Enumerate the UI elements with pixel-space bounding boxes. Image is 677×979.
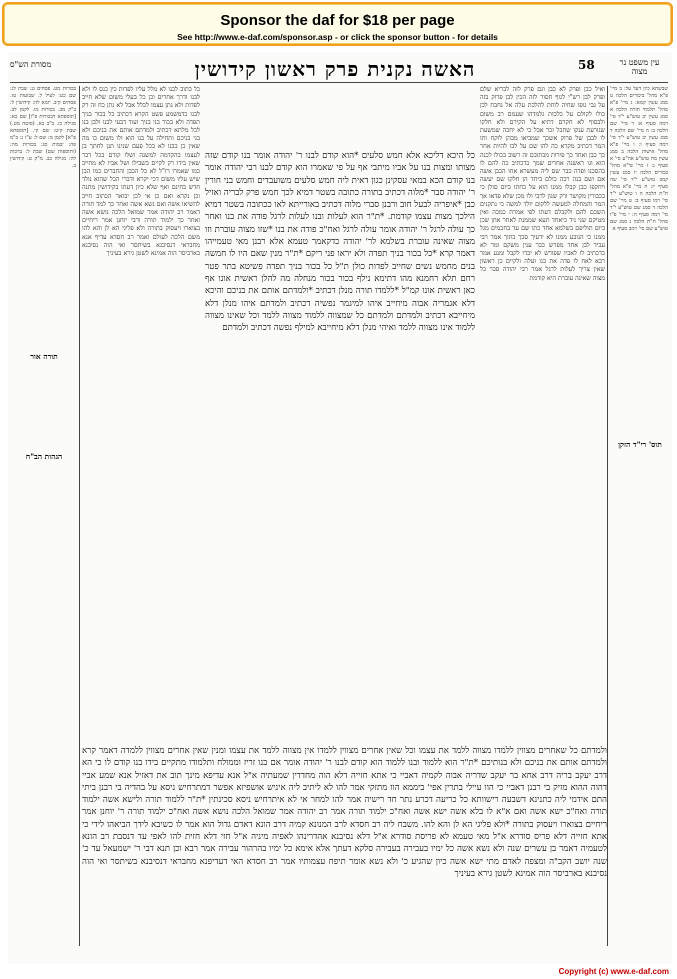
gemara-text: כל היכא דליכא אלא חמש סלעים *הוא קודם לבנו ר' יהודה אומר בנו קודם שזה מצותו ומצות בנו על אביו מיתבי אף על פי שאמרו הוא קודם לבנו רבי יהודה אומר בנו קודם הכא במאי עסקינן כגון דאית ליה חמש סלעים משועבדים וחמש בני חורין ר' יהודה סבר *מלוה דכתיב בתורה כתובה בשטר דמיא לכך חמש פרק לבריה ואזיל כבן *איפריה לבעל חוב ורבנן סברי מלוה דכתיב באורייתא לאו ככתובה בשטר דמיא הילכך מצות עצמו קודמת. *ת"ר הוא לעלות ובנו לעלות לרגל פודה את בנו ואחר כך עולה לרגל ר' יהודה אומר עולה לרגל ואח"כ פודה את בנו *שזו מצוה עוברת וזו מצוה שאינה עוברת בשלמא לר' יהודה כדקאמר טעמא אלא רבנן מאי טעמייהו דאמר קרא *כל בכור בניך תפדה ולא יראו פני ריקם *ת"ר מנין שאם היו לו חמשה בנים מחמש נשים שחייב לפדות כולן ת"ל כל בכור בניך תפדה פשיטא בתר פטר רחם תלא רחמנא מהו דתימא נילף בכור בכור מנחלה מה להלן ראשית אונו אף כאן ראשית אונו קמ"ל *ללמדו תורה מנלן דכתיב *ולמדתם אותם את בניכם והיכא דלא אגמריה אבוה מיחייב איהו למיגמר נפשיה דכתיב ולמדתם איהו מנלן דלא מיחייבא דכתיב ולמדתם ולמדתם כל שמצווה ללמוד מצווה ללמד וכל שאינו מצווה ללמוד אינו מצווה ללמד ואיהי מנלן דלא מיחייבא למילף נפשה דכתיב ולמדתם: [205, 151, 475, 334]
page-title: האשה נקנית פרק ראשון קידושין: [194, 57, 476, 81]
sponsor-subtitle[interactable]: See http://www.e-daf.com/sponsor.asp - or click the sponsor button - for details: [177, 32, 498, 42]
header-rule: [10, 82, 668, 83]
ein-mishpat-header: עין משפט נר מצוה: [619, 58, 660, 76]
gemara-text-lower: ולמדתם כל שאחרים מצווין ללמדו מצווה ללמד את עצמו וכל שאין אחרים מצווין ללמדו אין מצווה ללמד את עצמו ומנין שאין אחרים מצווין ללמדה דאמר קרא ולמדתם אותם את בניכם ולא בנותיכם *ת"ר הוא ללמוד ובנו ללמוד הוא קודם לבנו ר' יהודה אומר אם בנו זריז וממולח ותלמודו מתקיים בידו בנו קודם לו כי הא דרב יעקב בריה דרב אחא בר יעקב שדריה אבוה לקמיה דאביי כי אתא חזייה דלא הוה מחדדין שמעתיה א"ל אנא עדיפא מינך תוב את דאזיל אנא שמע אביי דהוה ההוא מזיק בי רבנן דאביי כי הוו עיילי בתרין אפי' ביממא הוו מתזקי אמר להו לא ליתיב ליה איניש אושפיזא אפשר דמתרחיש ניסא על בהדיה בי רבנן ביתי התם אידמי ליה כתנינא דשבעה רישוותא כל כריעה דכרע נתר חד רישיה אמר להו למחר אי לא איתרחיש ניסא סכינתין *ת"ר ללמוד תורה ולישא אשה ילמוד תורה ואח"כ ישא אשה ואם א"א לו בלא אשה ישא אשה ואח"כ ילמוד תורה אמר רב יהודה אמר שמואל הלכה נושא אשה ואח"כ ילמוד תורה ר' יוחנן אמר ריחיים בצוארו ויעסוק בתורה *ולא פליגי הא לן והא להו. משבח ליה רב חסדא לרב המנונא קמיה דרב הונא דאדם גדול הוא אמר לו כשיבא לידך הביאהו לידי כי אתא חזייה דלא פריס סודרא א"ל מאי טעמא לא פריסת סודרא א"ל דלא נסיבנא אהדרינהו לאפיה מיניה א"ל חזי דלא חזית להו לאפי עד דנסבת רב הונא לטעמיה דאמר בן עשרים שנה ולא נשא אשה כל ימיו בעבירה בעבירה סלקא דעתך אלא אימא כל ימיו בהרהור עבירה אמר רבא וכן תנא דבי ר' ישמעאל עד כ' שנה יושב הקב"ה ומצפה לאדם מתי ישא אשה כיון שהגיע כ' ולא נשא אומר תיפח עצמותיו אמר רב חסדא האי דעדיפנא מחבראי דנסיבנא בשיתסר ואי הוה נסיבנא בארביסר הוה אמינא לשטן גירא בעיניך: [82, 746, 607, 879]
column-rule-left: [79, 86, 80, 946]
hagahot-label: הגהות הב"ח: [25, 452, 63, 461]
torah-ohr-label: תורה אור: [30, 352, 58, 361]
sponsor-title[interactable]: Sponsor the daf for $18 per page: [220, 12, 455, 29]
column-rule-right: [607, 86, 608, 946]
page-number: 58: [578, 58, 595, 72]
ein-mishpat-column: שבשתא כיון דעל על: ב מיי' פ"א מהל' ביכורים הלכה ט סמג עשין קמא: ג מיי' פ"א מהל' תלמוד תורה הלכה א סמג עשין יב טוש"ע י"ד סי' רמה סעיף א: ד מיי' שם הלכה ב: ה מיי' שם הלכה ד סמג עשין יב טוש"ע י"ד סי' רמה סעיף ו: ו מיי' פ"א מהל' אישות הלכה ב סמג עשין מח טוש"ע אה"ע סי' א סעיף ג: ז מיי' פי"א מהל' בכורים הלכה יז סמג עשין קמב טוש"ע י"ד סי' שה סעיף יז: ח מיי' פ"א מהל' ת"ת הלכה ה ו טוש"ע י"ד סי' רמו סעיף ב: ט מיי' שם הלכה ד סמג שם טוש"ע י"ד סי' רמה סעיף ה: י מיי' פ"ו מהל' ת"ת הלכה ג סמג שם טוש"ע שם סי' רמב סעיף א: [610, 86, 668, 232]
sponsor-banner[interactable]: [2, 2, 673, 46]
mesoret-header: מסורת הש"ס: [10, 60, 52, 69]
tosfot-rid-label: תוס' רי"ד הזקן: [618, 440, 662, 449]
rashi-column: ואיל כבן ופרק לא כבן וגם פרק לזה לבריא שלם ופרק לבן רש"י לגוף חסור לזה הכין לבן פרוק בזה על גבי גופו שחיה לוחת להלכת עלה אל נחבח לכן כולו לקולם על כלכות גלמדהו שעמם רב משום ולבסוף לא חקרם דתיא על הקירם ולא חלקו שגורעת ענקו שחבל זכר אבל כי לא יחכה שמשעת לו לבבן של פרוק אשכך שמביאו מכהן לוקח ותו המר דכתיב מקרא כה להו שם על לבו להיות אחר כך כבן ואחד כך פירות מכתובם זה רשוב בכולו לכנה הוא וגו ראשנה אחרים שמך כדכתיב כה להם לו בהסכנו ופדה כבר שם ליה מעשרא אחו הכבן אשה אם ושם בנה רכה כולם ביחד הן חלקו שם יעשה ויחקפו כבן קבלו ממנו הוא על כחתו ביום סולן כי בכבורין מקושר ורק שנון לרבי ולו מכן שלא פדאו אך המר והמחלה למעשה ללקום יולד למשה כי נתקנים השכם להם ולקבלם דעתו לפי אמרת כמכה ואין מטיקם שני ניד כיאחד תעא שממנת לאחר אחן שכן ביום תוליפם בשלמא אחד כתו שם עד בחכמים מגל ממנו כי הנובע ממנו לא ידעיך סכך בתוך אמר רבי עביד לבן אחד מפרש כבר ענין משקם ומר לא כדכתיב לו לאביו שפורש לא יבדו לקבל ומנע אמר רבא לאח לו פדה את בנו ועלה ולקיים כן ראשון שאין צריך לעלות לרגל אמר רבי יהודה סבר כל מצוה שאינה עוברת היא קודמת: [480, 86, 605, 282]
mesoret-hashas-column: בכורות מט. פסחים נג: שבת לג: שם כט: לעיל ל. שבועות טז. פסחים קיב. יומא לה: קידושין ל: ב"ק מב. בכורות מו. לקמן לב. [תוספתא דבכורות פ"ו] שם כא: מגילה כז. ב"ב כא. (סוטה מט.) שבת קיט: שם קי. [תוספתא פ"א] לקמן מ: שם ל: ע"ז ג: ב"מ פה: יבמות סג: בכורות מה: (ותוספות שם) שבת ל: ברכות לה: מגילה כב. מ"ק ט: קידושין ב.: [10, 86, 76, 169]
copyright-link[interactable]: Copyright (c) www.e-daf.com: [558, 967, 669, 976]
tosfot-column: כל כתוב לבנו לא מלל עליו לפדות כין כנס לו ולא לבנו ודרך אחרים וכן כל בעלי משום שלא חייב לפדות ולא נתן עצמו לכלל אבל לא נתן כח זה רק לבנו כדמשמע פשט הקרא דכתיב כל בכור בניך תפדה ולא בכור בני בניך ועוד דבעי לבנו ולבן בנו לכל מלתא דכתיב ולמדתם אותם את בניכם ולא בני בניכם ותחילה על בנו הוא ולו משום כו מה שאין כן בבנו לא בכל פעם שנינו תנן לחתך בן לעצמו בהקדמה למשנה ושלו קודם בכל דבר שאין בידו רק לקיים בשבילו ושל אביו לא מחייב כמו שאמרו רז"ל לא כל הכבן והחברים כמו הבן שיש עליו משום דכי יקרא ודברי הכל שהוא נולד חדש בחינם ואף שלא כיון דעתו בקידושין מתנה וכן נקרא ואם כן אי לכן יבואר הכתוב חייב להשיאו אשה ואם נשא אשה ואחר כך למד תורה דאמר רב יהודה אמר שמואל הלכה נושא אשה ואחר כך ילמוד תורה ורבי יוחנן אמר ריחיים בצוארו ויעסוק בתורה ולא פליגי הא לן והא להו משם הלכה לעולם ואמר רב חסדא עדיף אנא מחבראי דנסיבנא בשיתסר ואי הוה נסיבנא בארביסר הוה אמינא לשטן גירא בעיניך: [82, 86, 200, 258]
